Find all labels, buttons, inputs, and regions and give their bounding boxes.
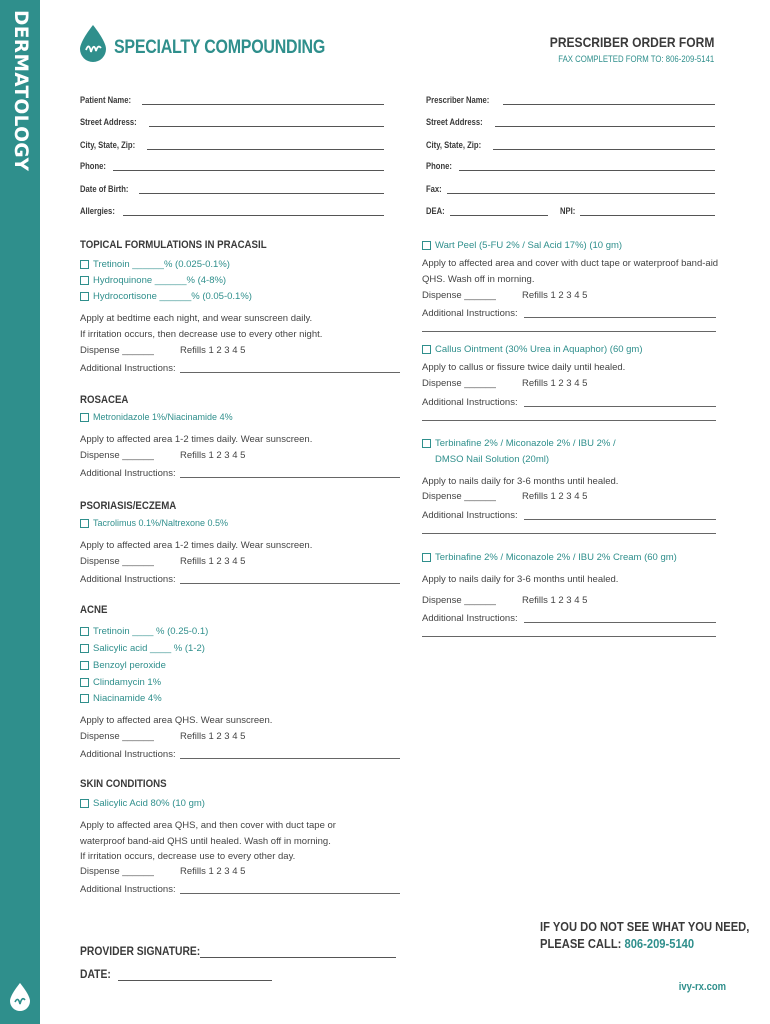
skin-directions-1: Apply to affected area QHS, and then cover with duct tape or: [80, 820, 336, 831]
rosacea-additional-label: Additional Instructions:: [80, 468, 176, 479]
patient-name-label: Patient Name:: [80, 95, 132, 105]
wart-additional-label: Additional Instructions:: [422, 308, 518, 319]
option-label: Niacinamide 4%: [93, 693, 162, 704]
patient-street-label: Street Address:: [80, 117, 137, 127]
help-callout: [540, 918, 749, 952]
topical-additional-line[interactable]: [180, 372, 400, 373]
checkbox[interactable]: [80, 694, 89, 703]
terbinafine-solution-additional-line-2[interactable]: [422, 533, 716, 534]
patient-name-field[interactable]: [80, 91, 384, 105]
acne-option-niacinamide[interactable]: [80, 693, 162, 704]
option-label: Hydrocortisone ______% (0.05-0.1%): [93, 291, 252, 302]
prescriber-name-field[interactable]: [426, 91, 715, 105]
topical-option-hydrocortisone[interactable]: [80, 291, 252, 302]
option-label: Clindamycin 1%: [93, 677, 162, 688]
option-label: Benzoyl peroxide: [93, 660, 166, 671]
topical-option-hydroquinone[interactable]: [80, 275, 226, 286]
wart-peel-option[interactable]: [422, 240, 622, 251]
option-label: Metronidazole 1%/Niacinamide 4%: [93, 412, 233, 422]
refills-label: Refills 1 2 3 4 5: [521, 378, 588, 389]
brand-name: SPECIALTY COMPOUNDING: [114, 36, 326, 58]
option-label: Salicylic Acid 80% (10 gm): [93, 798, 205, 809]
prescriber-city-label: City, State, Zip:: [426, 140, 482, 150]
checkbox[interactable]: [80, 644, 89, 653]
prescriber-name-label: Prescriber Name:: [426, 95, 490, 105]
checkbox[interactable]: [422, 241, 431, 250]
terbinafine-cream-directions: Apply to nails daily for 3-6 months until healed.: [422, 574, 619, 585]
patient-allergies-field[interactable]: [80, 202, 384, 216]
acne-directions: Apply to affected area QHS. Wear sunscreen.: [80, 715, 273, 726]
help-line-2: [540, 935, 749, 952]
refills-label: Refills 1 2 3 4 5: [179, 450, 246, 461]
patient-street-field[interactable]: [80, 113, 384, 127]
checkbox[interactable]: [80, 276, 89, 285]
checkbox[interactable]: [80, 413, 89, 422]
patient-city-field[interactable]: [80, 136, 384, 150]
option-label: Hydroquinone ______% (4-8%): [93, 275, 227, 286]
wart-dispense-row[interactable]: [422, 290, 587, 301]
wart-directions-2: QHS. Wash off in morning.: [422, 274, 535, 285]
acne-option-clindamycin[interactable]: [80, 677, 161, 688]
patient-dob-label: Date of Birth:: [80, 184, 129, 194]
form-title: PRESCRIBER ORDER FORM: [549, 34, 714, 50]
checkbox[interactable]: [422, 553, 431, 562]
topical-directions-2: If irritation occurs, then decrease use to every other night.: [80, 329, 323, 340]
topical-directions-1: Apply at bedtime each night, and wear sunscreen daily.: [80, 313, 313, 324]
acne-additional-label: Additional Instructions:: [80, 749, 176, 760]
sidebar: [0, 0, 40, 1024]
dispense-label: Dispense ______: [80, 556, 154, 567]
psoriasis-additional-line[interactable]: [180, 583, 400, 584]
refills-label: Refills 1 2 3 4 5: [179, 731, 246, 742]
rosacea-directions: Apply to affected area 1-2 times daily. Wear sunscreen.: [80, 434, 313, 445]
refills-label: Refills 1 2 3 4 5: [521, 595, 588, 606]
dispense-label: Dispense ______: [422, 595, 496, 606]
prescriber-dea-field[interactable]: [426, 202, 548, 216]
prescriber-street-label: Street Address:: [426, 117, 483, 127]
date-label: DATE:: [80, 967, 111, 981]
help-phone[interactable]: 806-209-5140: [624, 936, 695, 951]
callus-additional-label: Additional Instructions:: [422, 397, 518, 408]
dispense-label: Dispense ______: [80, 866, 154, 877]
option-label: Tretinoin ______% (0.025-0.1%): [93, 259, 230, 270]
skin-additional-label: Additional Instructions:: [80, 884, 176, 895]
terbinafine-cream-dispense-row[interactable]: [422, 595, 587, 606]
prescriber-fax-field[interactable]: [426, 180, 715, 194]
website-link[interactable]: ivy-rx.com: [678, 981, 726, 993]
checkbox[interactable]: [422, 439, 431, 448]
checkbox[interactable]: [80, 678, 89, 687]
prescriber-phone-field[interactable]: [426, 157, 715, 171]
sidebar-title: DERMATOLOGY: [10, 10, 31, 172]
topical-option-tretinoin[interactable]: [80, 259, 230, 270]
wart-additional-line-2[interactable]: [422, 331, 716, 332]
checkbox[interactable]: [80, 260, 89, 269]
psoriasis-section-title: PSORIASIS/ECZEMA: [80, 500, 177, 512]
refills-label: Refills 1 2 3 4 5: [521, 290, 588, 301]
prescriber-dea-label: DEA:: [426, 206, 445, 216]
terbinafine-cream-additional-label: Additional Instructions:: [422, 613, 518, 624]
acne-dispense-row[interactable]: [80, 731, 245, 742]
terbinafine-solution-option[interactable]: [422, 438, 616, 449]
checkbox[interactable]: [80, 661, 89, 670]
checkbox[interactable]: [80, 627, 89, 636]
dispense-label: Dispense ______: [422, 290, 496, 301]
drop-logo-icon: [8, 982, 32, 1012]
callus-directions: Apply to callus or fissure twice daily until healed.: [422, 362, 626, 373]
prescriber-npi-label: NPI:: [560, 206, 576, 216]
callus-ointment-option[interactable]: [422, 344, 643, 355]
callus-dispense-row[interactable]: [422, 378, 587, 389]
option-label: Terbinafine 2% / Miconazole 2% / IBU 2% Cream (60 gm): [435, 552, 677, 563]
patient-city-label: City, State, Zip:: [80, 140, 136, 150]
patient-phone-field[interactable]: [80, 157, 384, 171]
signature-label: PROVIDER SIGNATURE:: [80, 944, 201, 958]
dispense-label: Dispense ______: [422, 378, 496, 389]
terbinafine-solution-directions: Apply to nails daily for 3-6 months until healed.: [422, 476, 619, 487]
terbinafine-solution-additional-line[interactable]: [524, 519, 716, 520]
help-call-label: PLEASE CALL:: [540, 936, 625, 951]
checkbox[interactable]: [422, 345, 431, 354]
rosacea-additional-line[interactable]: [180, 477, 400, 478]
patient-allergies-label: Allergies:: [80, 206, 115, 216]
skin-directions-2: waterproof band-aid QHS until healed. Wash off in morning.: [80, 836, 331, 847]
option-label: Callus Ointment (30% Urea in Aquaphor) (60 gm): [435, 344, 643, 355]
skin-directions-3: If irritation occurs, decrease use to every other day.: [80, 851, 296, 862]
checkbox[interactable]: [80, 799, 89, 808]
refills-label: Refills 1 2 3 4 5: [521, 491, 588, 502]
patient-dob-field[interactable]: [80, 180, 384, 194]
prescriber-fax-label: Fax:: [426, 184, 442, 194]
skin-option-salicylic[interactable]: [80, 798, 205, 809]
terbinafine-solution-option-line2: [435, 454, 549, 465]
wart-additional-line[interactable]: [524, 317, 716, 318]
date-field[interactable]: [80, 967, 272, 981]
option-label: Wart Peel (5-FU 2% / Sal Acid 17%) (10 gm): [435, 240, 623, 251]
rosacea-option[interactable]: [80, 412, 233, 422]
help-line-1: IF YOU DO NOT SEE WHAT YOU NEED,: [540, 919, 750, 934]
terbinafine-solution-additional-label: Additional Instructions:: [422, 510, 518, 521]
dispense-label: Dispense ______: [422, 491, 496, 502]
dispense-label: Dispense ______: [80, 731, 154, 742]
wart-directions-1: Apply to affected area and cover with duct tape or waterproof band-aid: [422, 258, 719, 269]
option-label: DMSO Nail Solution (20ml): [435, 454, 550, 465]
acne-option-tretinoin[interactable]: [80, 626, 208, 637]
acne-section-title: ACNE: [80, 604, 108, 616]
skin-dispense-row[interactable]: [80, 866, 245, 877]
terbinafine-cream-additional-line[interactable]: [524, 622, 716, 623]
option-label: Tacrolimus 0.1%/Naltrexone 0.5%: [93, 518, 229, 528]
refills-label: Refills 1 2 3 4 5: [179, 866, 246, 877]
option-label: Salicylic acid ____ % (1-2): [93, 643, 205, 654]
psoriasis-directions: Apply to affected area 1-2 times daily. Wear sunscreen.: [80, 540, 313, 551]
acne-option-salicylic[interactable]: [80, 643, 205, 654]
dispense-label: Dispense ______: [80, 345, 154, 356]
callus-additional-line-2[interactable]: [422, 420, 716, 421]
rosacea-section-title: ROSACEA: [80, 394, 129, 406]
prescriber-npi-field[interactable]: [560, 202, 715, 216]
prescriber-street-field[interactable]: [426, 113, 715, 127]
dispense-label: Dispense ______: [80, 450, 154, 461]
psoriasis-additional-label: Additional Instructions:: [80, 574, 176, 585]
prescriber-phone-label: Phone:: [426, 161, 452, 171]
fax-instructions: FAX COMPLETED FORM TO: 806-209-5141: [557, 54, 714, 65]
signature-field[interactable]: [80, 944, 396, 958]
skin-section-title: SKIN CONDITIONS: [80, 778, 167, 790]
brand-logo-icon: [78, 24, 108, 64]
topical-additional-label: Additional Instructions:: [80, 363, 176, 374]
terbinafine-cream-option[interactable]: [422, 552, 677, 563]
callus-additional-line[interactable]: [524, 406, 716, 407]
acne-option-benzoyl[interactable]: [80, 660, 166, 671]
rosacea-dispense-row[interactable]: [80, 450, 245, 461]
refills-label: Refills 1 2 3 4 5: [179, 556, 246, 567]
psoriasis-option[interactable]: [80, 518, 228, 528]
checkbox[interactable]: [80, 292, 89, 301]
psoriasis-dispense-row[interactable]: [80, 556, 245, 567]
acne-additional-line[interactable]: [180, 758, 400, 759]
topical-dispense-row[interactable]: [80, 345, 245, 356]
refills-label: Refills 1 2 3 4 5: [179, 345, 246, 356]
topical-section-title: TOPICAL FORMULATIONS IN PRACASIL: [80, 239, 267, 251]
skin-additional-line[interactable]: [180, 893, 400, 894]
prescriber-city-field[interactable]: [426, 136, 715, 150]
option-label: Terbinafine 2% / Miconazole 2% / IBU 2% /: [435, 438, 616, 449]
option-label: Tretinoin ____ % (0.25-0.1): [93, 626, 209, 637]
patient-phone-label: Phone:: [80, 161, 106, 171]
terbinafine-solution-dispense-row[interactable]: [422, 491, 587, 502]
terbinafine-cream-additional-line-2[interactable]: [422, 636, 716, 637]
checkbox[interactable]: [80, 519, 89, 528]
